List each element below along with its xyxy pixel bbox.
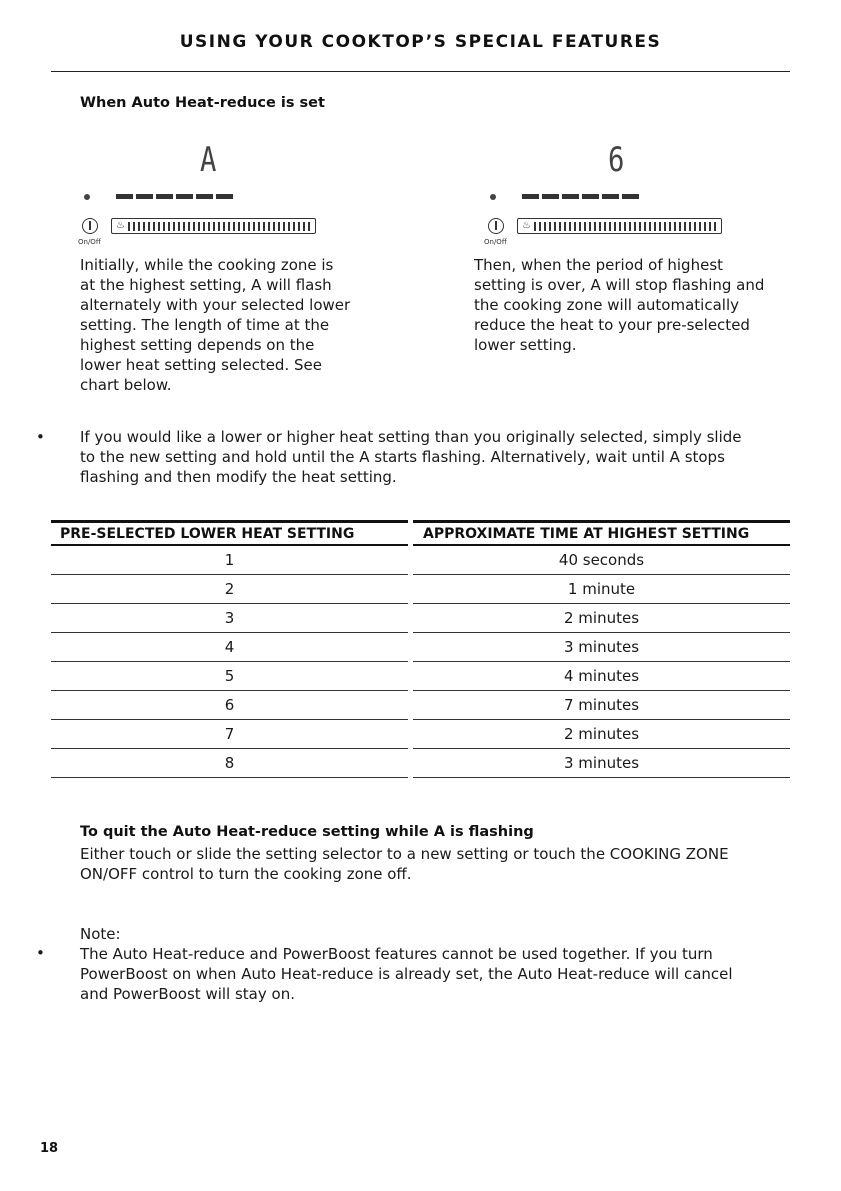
left-line: at the highest setting, A will flash [80, 276, 332, 294]
bullet-1-line: to the new setting and hold until the A starts flashing. Alternatively, wait until A stops [80, 448, 725, 466]
table-cell: 1 [51, 546, 408, 575]
right-slider-control [517, 218, 722, 234]
left-display-digit: A [200, 140, 217, 180]
page-title: USING YOUR COOKTOP’S SPECIAL FEATURES [179, 32, 662, 52]
table-cell: 4 minutes [413, 662, 790, 691]
quit-heading: To quit the Auto Heat-reduce setting while A is flashing [80, 824, 534, 840]
right-line: the cooking zone will automatically [474, 296, 739, 314]
right-line: setting is over, A will stop flashing and [474, 276, 765, 294]
table-header-time: APPROXIMATE TIME AT HIGHEST SETTING [413, 520, 790, 546]
left-slider-ticks [128, 222, 311, 231]
note-label: Note: [80, 925, 121, 943]
auto-set-heading: When Auto Heat-reduce is set [80, 95, 325, 111]
left-slider-control [111, 218, 316, 234]
table-cell: 5 [51, 662, 408, 691]
bullet-1-paragraph [80, 427, 790, 487]
table-column-time [413, 520, 790, 778]
right-line: Then, when the period of highest [474, 256, 724, 274]
note-line: and PowerBoost will stay on. [80, 985, 295, 1003]
right-power-icon [488, 218, 504, 234]
note-bullet-marker: • [36, 944, 45, 962]
table-column-setting [51, 520, 408, 778]
right-indicator-dot [490, 194, 496, 200]
table-cell: 4 [51, 633, 408, 662]
table-cell: 7 minutes [413, 691, 790, 720]
table-cell: 2 [51, 575, 408, 604]
table-cell: 3 [51, 604, 408, 633]
left-level-bars [116, 194, 233, 199]
table-cell: 3 minutes [413, 633, 790, 662]
quit-paragraph [80, 844, 790, 884]
left-line: setting. The length of time at the [80, 316, 330, 334]
left-indicator-dot [84, 194, 90, 200]
left-line: highest setting depends on the [80, 336, 315, 354]
quit-line: ON/OFF control to turn the cooking zone off. [80, 865, 412, 883]
note-line: PowerBoost on when Auto Heat-reduce is already set, the Auto Heat-reduce will cancel [80, 965, 733, 983]
left-onoff-label: On/Off [78, 238, 101, 246]
table-cell: 40 seconds [413, 546, 790, 575]
note-line: The Auto Heat-reduce and PowerBoost features cannot be used together. If you turn [80, 945, 713, 963]
left-line: alternately with your selected lower [80, 296, 351, 314]
bullet-marker: • [36, 428, 45, 446]
right-pot-icon: ♨ [522, 220, 531, 231]
right-paragraph [474, 255, 804, 355]
table-cell: 2 minutes [413, 720, 790, 749]
bullet-1-line: flashing and then modify the heat setting. [80, 468, 397, 486]
left-power-icon [82, 218, 98, 234]
right-line: reduce the heat to your pre-selected [474, 316, 750, 334]
table-cell: 7 [51, 720, 408, 749]
table-cell: 6 [51, 691, 408, 720]
table-cell: 2 minutes [413, 604, 790, 633]
table-header-setting: PRE-SELECTED LOWER HEAT SETTING [51, 520, 408, 546]
table-cell: 3 minutes [413, 749, 790, 778]
table-cell: 1 minute [413, 575, 790, 604]
note-paragraph [80, 944, 790, 1004]
left-line: Initially, while the cooking zone is [80, 256, 334, 274]
right-onoff-label: On/Off [484, 238, 507, 246]
table-cell: 8 [51, 749, 408, 778]
left-paragraph [80, 255, 400, 395]
left-line: lower heat setting selected. See [80, 356, 322, 374]
left-line: chart below. [80, 376, 172, 394]
right-display-digit: 6 [608, 140, 625, 180]
quit-line: Either touch or slide the setting selector to a new setting or touch the COOKING ZONE [80, 845, 729, 863]
left-pot-icon: ♨ [116, 220, 125, 231]
right-level-bars [522, 194, 639, 199]
header-rule [51, 71, 790, 72]
page-number: 18 [40, 1141, 59, 1156]
right-line: lower setting. [474, 336, 577, 354]
bullet-1-line: If you would like a lower or higher heat setting than you originally selected, simply slide [80, 428, 742, 446]
right-slider-ticks [534, 222, 717, 231]
